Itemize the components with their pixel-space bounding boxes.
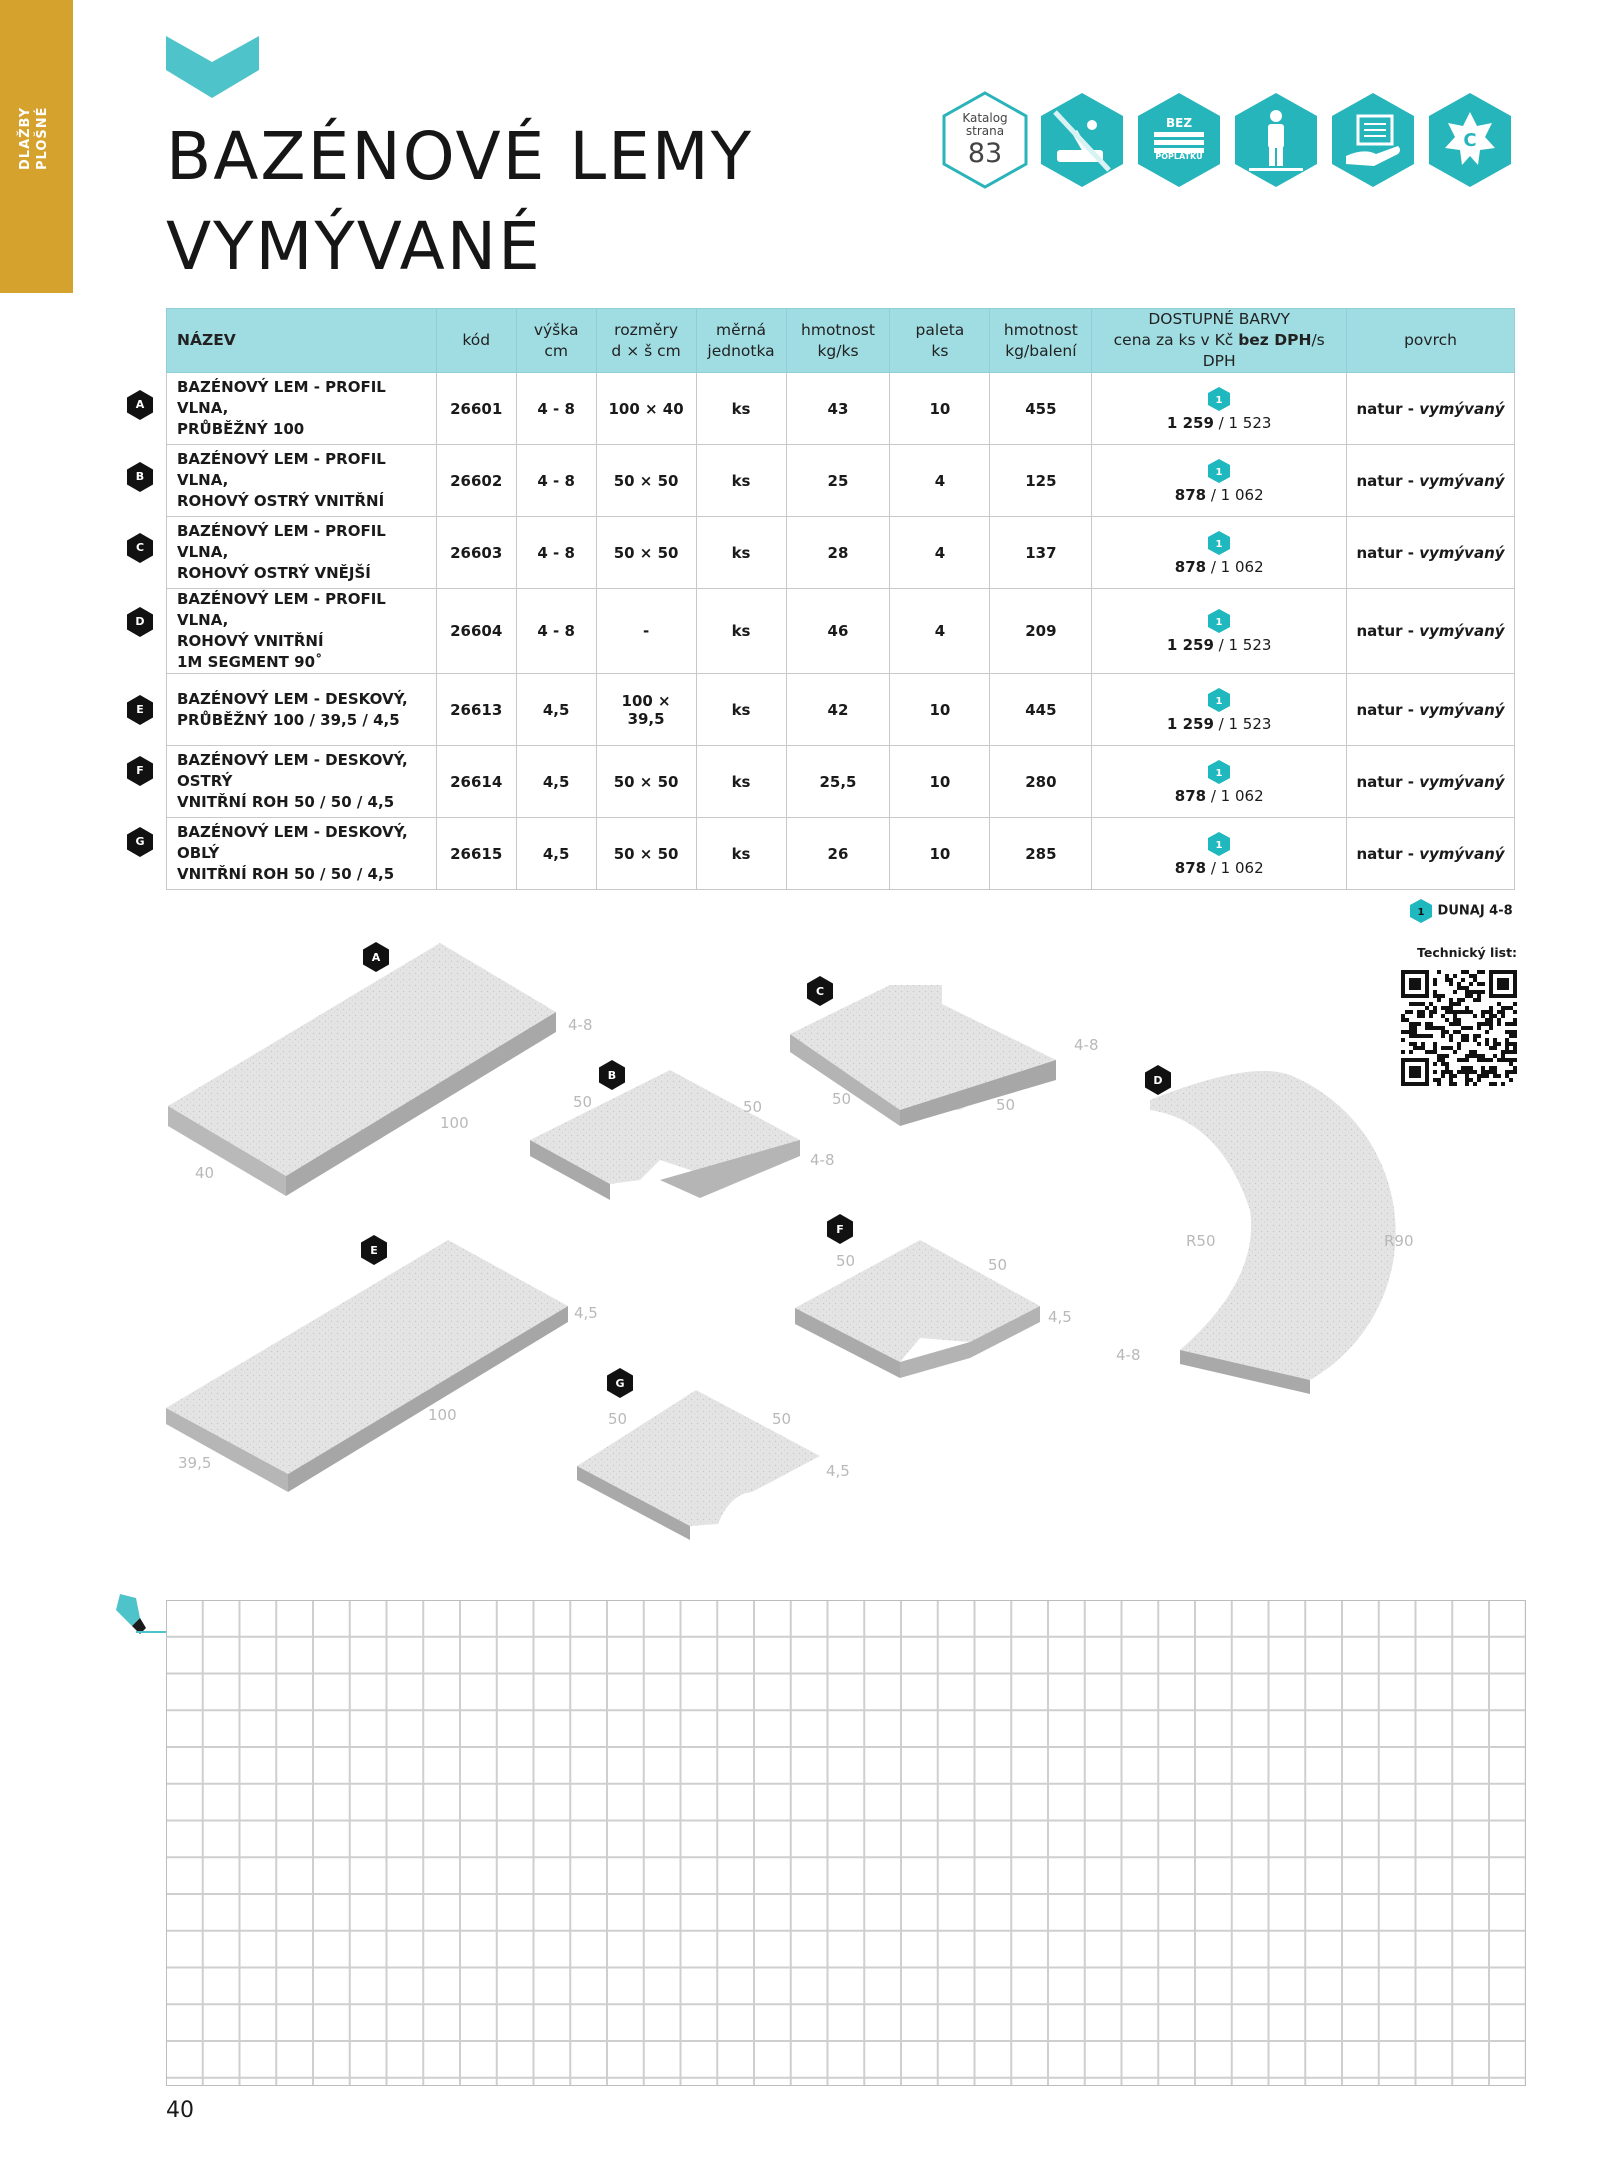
section-tab-label xyxy=(17,106,51,170)
cell-height: 4,5 xyxy=(516,818,596,890)
page-title-line2: VYMÝVANÉ xyxy=(166,208,542,285)
table-row xyxy=(167,746,1515,818)
color-badge-icon[interactable] xyxy=(1207,759,1231,785)
col-surface: povrch xyxy=(1347,309,1515,373)
cell-unit: ks xyxy=(696,746,786,818)
page-title xyxy=(166,112,753,292)
drawing-c xyxy=(790,985,1056,1126)
price: 1 259 / 1 523 xyxy=(1166,714,1272,733)
cell-weight: 25,5 xyxy=(786,746,890,818)
cell-pack-weight: 285 xyxy=(990,818,1092,890)
cell-weight: 42 xyxy=(786,674,890,746)
cell-dimensions: 100 × 39,5 xyxy=(596,674,696,746)
cell-height: 4,5 xyxy=(516,746,596,818)
free-label: BEZ xyxy=(1165,116,1193,130)
cell-weight: 46 xyxy=(786,589,890,674)
cell-pallet: 4 xyxy=(890,445,990,517)
svg-text:1: 1 xyxy=(1215,394,1223,406)
section-tab-line2: PLOŠNÉ xyxy=(35,106,50,170)
svg-text:1: 1 xyxy=(1215,767,1223,779)
svg-text:1: 1 xyxy=(1215,839,1223,851)
class-letter: C xyxy=(1463,130,1477,151)
dim-g-height: 4,5 xyxy=(826,1462,850,1480)
handling-icon xyxy=(1328,90,1418,190)
cell-weight: 26 xyxy=(786,818,890,890)
cell-name: BAZÉNOVÝ LEM - PROFIL VLNA, ROHOVÝ OSTRÝ VNITŘNÍ xyxy=(167,445,437,517)
class-c-icon xyxy=(1425,90,1515,190)
cell-pallet: 4 xyxy=(890,517,990,589)
dim-c-side1: 50 xyxy=(832,1090,852,1108)
cell-colors xyxy=(1092,589,1347,674)
drawing-marker-f xyxy=(827,1214,853,1244)
cell-colors xyxy=(1092,445,1347,517)
color-badge-icon[interactable] xyxy=(1207,831,1231,857)
svg-text:1: 1 xyxy=(1417,907,1425,918)
dim-g-side2: 50 xyxy=(772,1410,792,1428)
dim-f-side1: 50 xyxy=(836,1252,856,1270)
svg-text:C: C xyxy=(815,985,825,998)
product-drawings xyxy=(0,900,1601,1550)
cell-colors xyxy=(1092,746,1347,818)
drawing-marker-d xyxy=(1145,1065,1171,1095)
cell-pack-weight: 209 xyxy=(990,589,1092,674)
price: 1 259 / 1 523 xyxy=(1166,636,1272,654)
cell-surface: natur - vymývaný xyxy=(1347,746,1515,818)
drawing-marker-a xyxy=(363,942,389,972)
cell-colors xyxy=(1092,517,1347,589)
cell-height: 4 - 8 xyxy=(516,589,596,674)
cell-unit: ks xyxy=(696,818,786,890)
cell-dimensions: 50 × 50 xyxy=(596,746,696,818)
chevron-logo-icon xyxy=(166,36,259,98)
cell-weight: 25 xyxy=(786,445,890,517)
price: 878 / 1 062 xyxy=(1174,858,1264,877)
table-row xyxy=(167,373,1515,445)
cell-pallet: 10 xyxy=(890,674,990,746)
svg-text:F: F xyxy=(836,1223,844,1236)
col-weight: hmotnost kg/ks xyxy=(786,309,890,373)
svg-text:1: 1 xyxy=(1215,538,1223,550)
drawing-marker-e xyxy=(361,1235,387,1265)
table-row xyxy=(167,674,1515,746)
person-icon xyxy=(1231,90,1321,190)
cell-colors xyxy=(1092,373,1347,445)
cell-pallet: 4 xyxy=(890,589,990,674)
dim-a-height: 4-8 xyxy=(568,1016,593,1034)
cell-name: BAZÉNOVÝ LEM - PROFIL VLNA, PRŮBĚŽNÝ 100 xyxy=(167,373,437,445)
cell-code: 26601 xyxy=(436,373,516,445)
dim-g-side1: 50 xyxy=(608,1410,628,1428)
cell-surface: natur - vymývaný xyxy=(1347,589,1515,674)
cell-pack-weight: 280 xyxy=(990,746,1092,818)
col-colors: DOSTUPNÉ BARVY cena za ks v Kč bez DPH/s DPH xyxy=(1092,309,1347,373)
cell-height: 4 - 8 xyxy=(516,445,596,517)
col-pack-weight: hmotnost kg/balení xyxy=(990,309,1092,373)
dim-e-width: 39,5 xyxy=(178,1454,212,1472)
cell-height: 4,5 xyxy=(516,674,596,746)
cell-code: 26615 xyxy=(436,818,516,890)
svg-text:1: 1 xyxy=(1215,695,1223,707)
section-tab-line1: DLAŽBY xyxy=(18,106,33,170)
cell-unit: ks xyxy=(696,445,786,517)
dim-d-outer-radius: R90 xyxy=(1384,1232,1414,1250)
price: 878 / 1 062 xyxy=(1174,786,1264,805)
pen-icon xyxy=(110,1588,166,1644)
col-pallet: paleta ks xyxy=(890,309,990,373)
col-code: kód xyxy=(436,309,516,373)
dim-b-height: 4-8 xyxy=(810,1151,835,1169)
dim-b-side1: 50 xyxy=(573,1093,593,1111)
svg-text:1: 1 xyxy=(1215,617,1223,628)
svg-text:E: E xyxy=(370,1244,378,1257)
product-table xyxy=(166,308,1515,890)
cell-code: 26613 xyxy=(436,674,516,746)
dim-c-height: 4-8 xyxy=(1074,1036,1099,1054)
cell-name: BAZÉNOVÝ LEM - PROFIL VLNA, ROHOVÝ OSTRÝ VNĚJŠÍ xyxy=(167,517,437,589)
cell-dimensions: 50 × 50 xyxy=(596,517,696,589)
cell-surface: natur - vymývaný xyxy=(1347,445,1515,517)
dim-c-side2: 50 xyxy=(996,1096,1016,1114)
no-compactor-icon xyxy=(1037,90,1127,190)
cell-pack-weight: 455 xyxy=(990,373,1092,445)
svg-text:G: G xyxy=(615,1377,625,1390)
svg-text:D: D xyxy=(1153,1074,1163,1087)
dim-d-height: 4-8 xyxy=(1116,1346,1141,1364)
catalog-page-number: 83 xyxy=(967,138,1003,169)
page-title-line1: BAZÉNOVÉ LEMY xyxy=(166,118,754,195)
drawing-e xyxy=(166,1240,568,1492)
free-pallet-icon xyxy=(1134,90,1224,190)
page-number: 40 xyxy=(166,2098,194,2123)
table-row xyxy=(167,517,1515,589)
color-badge-icon[interactable] xyxy=(1207,386,1231,412)
dim-d-inner-radius: R50 xyxy=(1186,1232,1216,1250)
table-row xyxy=(167,818,1515,890)
cell-colors xyxy=(1092,818,1347,890)
dim-e-length: 100 xyxy=(428,1406,457,1424)
col-height: výška cm xyxy=(516,309,596,373)
free-sublabel: POPLATKU xyxy=(1155,152,1203,161)
cell-dimensions: 50 × 50 xyxy=(596,818,696,890)
catalog-page-icon xyxy=(940,90,1030,190)
color-badge-icon[interactable] xyxy=(1207,530,1231,556)
cell-surface: natur - vymývaný xyxy=(1347,517,1515,589)
cell-surface: natur - vymývaný xyxy=(1347,373,1515,445)
cell-surface: natur - vymývaný xyxy=(1347,674,1515,746)
svg-text:A: A xyxy=(371,951,381,964)
table-header-row xyxy=(167,309,1515,373)
col-dimensions: rozměry d × š cm xyxy=(596,309,696,373)
notes-grid xyxy=(166,1600,1526,2086)
svg-text:B: B xyxy=(607,1069,617,1082)
catalog-label: Katalog strana xyxy=(962,111,1008,138)
drawing-b xyxy=(530,1070,800,1200)
cell-colors xyxy=(1092,674,1347,746)
cell-pallet: 10 xyxy=(890,373,990,445)
col-unit: měrná jednotka xyxy=(696,309,786,373)
cell-unit: ks xyxy=(696,674,786,746)
cell-unit: ks xyxy=(696,589,786,674)
cell-code: 26602 xyxy=(436,445,516,517)
cell-height: 4 - 8 xyxy=(516,373,596,445)
dim-b-side2: 50 xyxy=(743,1098,763,1116)
cell-pack-weight: 445 xyxy=(990,674,1092,746)
dim-a-width: 40 xyxy=(195,1164,215,1182)
col-name: NÁZEV xyxy=(167,309,437,373)
price: 878 / 1 062 xyxy=(1174,557,1264,576)
cell-pallet: 10 xyxy=(890,746,990,818)
color-badge-icon[interactable] xyxy=(1207,458,1231,484)
cell-pack-weight: 137 xyxy=(990,517,1092,589)
cell-name: BAZÉNOVÝ LEM - PROFIL VLNA, ROHOVÝ VNITŘNÍ 1M SEGMENT 90˚ xyxy=(167,589,437,674)
svg-text:1: 1 xyxy=(1215,466,1223,478)
cell-dimensions: 100 × 40 xyxy=(596,373,696,445)
cell-code: 26614 xyxy=(436,746,516,818)
cell-surface: natur - vymývaný xyxy=(1347,818,1515,890)
dim-f-side2: 50 xyxy=(988,1256,1008,1274)
cell-name: BAZÉNOVÝ LEM - DESKOVÝ, OBLÝ VNITŘNÍ ROH 50 / 50 / 4,5 xyxy=(167,818,437,890)
cell-height: 4 - 8 xyxy=(516,517,596,589)
dim-e-height: 4,5 xyxy=(574,1304,598,1322)
feature-icons xyxy=(940,90,1520,190)
drawing-a xyxy=(168,943,556,1196)
dim-f-height: 4,5 xyxy=(1048,1308,1072,1326)
table-row xyxy=(167,589,1515,674)
drawing-marker-c xyxy=(807,976,833,1006)
cell-dimensions: - xyxy=(596,589,696,674)
color-badge-icon[interactable] xyxy=(1207,687,1231,713)
cell-code: 26604 xyxy=(436,589,516,674)
price: 1 259 / 1 523 xyxy=(1166,413,1272,432)
drawing-marker-b xyxy=(599,1060,625,1090)
dim-a-length: 100 xyxy=(440,1114,469,1132)
color-badge-icon[interactable] xyxy=(1207,608,1231,634)
legend-label: DUNAJ 4-8 xyxy=(1437,903,1513,919)
cell-name: BAZÉNOVÝ LEM - DESKOVÝ, PRŮBĚŽNÝ 100 / 39,5 / 4,5 xyxy=(167,674,437,746)
cell-pallet: 10 xyxy=(890,818,990,890)
cell-unit: ks xyxy=(696,373,786,445)
technical-sheet-label: Technický list: xyxy=(1417,945,1518,960)
cell-weight: 28 xyxy=(786,517,890,589)
cell-name: BAZÉNOVÝ LEM - DESKOVÝ, OSTRÝ VNITŘNÍ ROH 50 / 50 / 4,5 xyxy=(167,746,437,818)
table-row xyxy=(167,445,1515,517)
cell-pack-weight: 125 xyxy=(990,445,1092,517)
cell-code: 26603 xyxy=(436,517,516,589)
price: 878 / 1 062 xyxy=(1174,485,1264,504)
cell-unit: ks xyxy=(696,517,786,589)
cell-weight: 43 xyxy=(786,373,890,445)
cell-dimensions: 50 × 50 xyxy=(596,445,696,517)
section-tab xyxy=(0,0,73,293)
drawing-marker-g xyxy=(607,1368,633,1398)
